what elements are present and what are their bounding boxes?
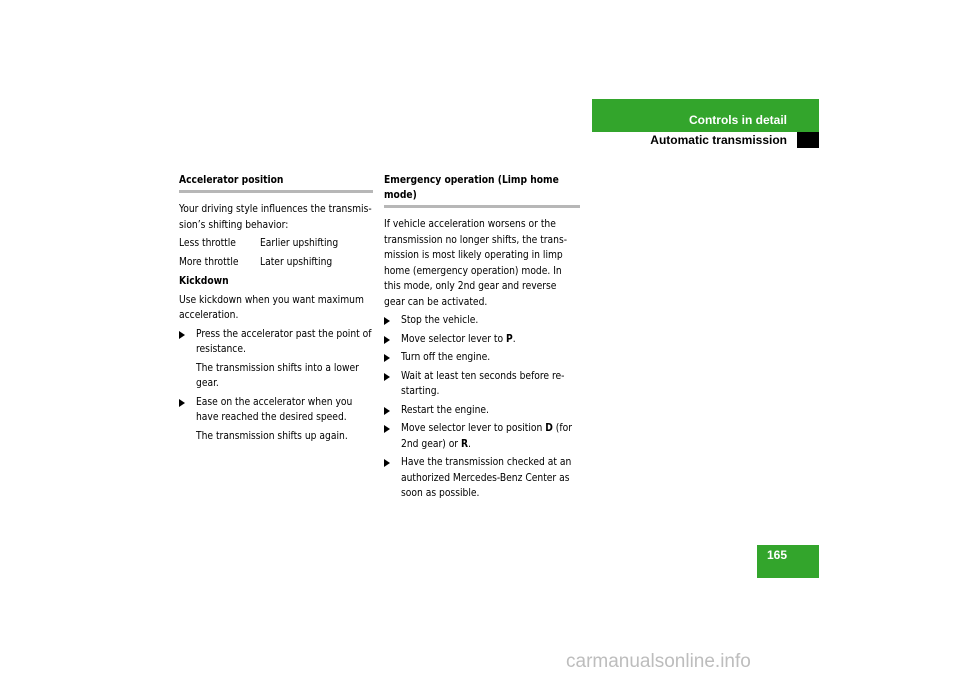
right-column	[384, 173, 580, 505]
step-text: (for 2nd gear) or	[401, 423, 572, 450]
emergency-heading: Emergency operation (Limp home mode)	[384, 175, 559, 201]
gear-key: R	[460, 438, 469, 450]
list-item	[384, 313, 580, 329]
gear-key: P	[506, 333, 513, 345]
step-text: Have the transmission checked at an authorized Mercedes-Benz Center as soon as possible.	[401, 457, 572, 499]
kickdown-heading: Kickdown	[179, 276, 229, 287]
list-item	[179, 395, 373, 426]
step-text: Stop the vehicle.	[401, 315, 479, 326]
bullet-arrow-icon	[384, 407, 390, 415]
page-number-box	[757, 545, 819, 578]
left-column	[179, 173, 373, 447]
list-item	[384, 421, 580, 452]
bullet-arrow-icon	[179, 399, 185, 407]
heading-rule	[384, 205, 580, 208]
list-item	[179, 327, 373, 358]
table-row	[179, 255, 373, 271]
watermark: carmanualsonline.info	[566, 651, 751, 672]
bullet-arrow-icon	[384, 354, 390, 362]
bullet-note: The transmission shifts up again.	[196, 430, 348, 442]
page-number: 165	[766, 548, 787, 562]
table-row	[179, 236, 373, 252]
list-item	[384, 350, 580, 366]
header-marker	[797, 132, 819, 148]
effect-cell: Earlier upshifting	[260, 238, 339, 249]
step-text: Move selector lever to	[401, 333, 507, 345]
section-title: Controls in detail	[688, 113, 787, 127]
effect-cell: Later upshifting	[260, 256, 333, 268]
step-text: .	[468, 438, 471, 450]
kickdown-intro: Use kickdown when you want maximum acceleration.	[179, 294, 364, 321]
header-bar	[592, 99, 819, 132]
bullet-arrow-icon	[384, 459, 390, 467]
bullet-note: The transmission shifts into a lower gear.	[196, 362, 359, 389]
step-text: Wait at least ten seconds before re-starting.	[401, 370, 565, 397]
step-text: Move selector lever to position	[401, 423, 546, 434]
list-item	[384, 403, 580, 419]
step-text: Restart the engine.	[401, 404, 489, 416]
bullet-text: Press the accelerator past the point of resistance.	[196, 328, 372, 355]
bullet-arrow-icon	[179, 331, 185, 339]
bullet-arrow-icon	[384, 317, 390, 325]
bullet-arrow-icon	[384, 336, 390, 344]
step-text: Turn off the engine.	[401, 352, 491, 363]
accelerator-heading: Accelerator position	[179, 175, 284, 186]
bullet-arrow-icon	[384, 425, 390, 433]
throttle-cell: More throttle	[179, 256, 239, 268]
list-item	[384, 369, 580, 400]
list-item	[384, 455, 580, 502]
heading-rule	[179, 190, 373, 193]
bullet-arrow-icon	[384, 373, 390, 381]
accelerator-intro: Your driving style influences the transmis-sion’s shifting behavior:	[179, 204, 372, 231]
emergency-intro: If vehicle acceleration worsens or the transmission no longer shifts, the trans-mission is most likely operating in limp home (emergency operation) mode. In this mode, only 2nd gear and reverse gear can be activated.	[384, 219, 568, 308]
list-item	[384, 332, 580, 348]
step-text: .	[512, 333, 516, 345]
section-subtitle: Automatic transmission	[650, 133, 787, 147]
throttle-cell: Less throttle	[179, 238, 236, 249]
bullet-text: Ease on the accelerator when you have reached the desired speed.	[196, 396, 353, 423]
gear-key: D	[545, 423, 553, 434]
